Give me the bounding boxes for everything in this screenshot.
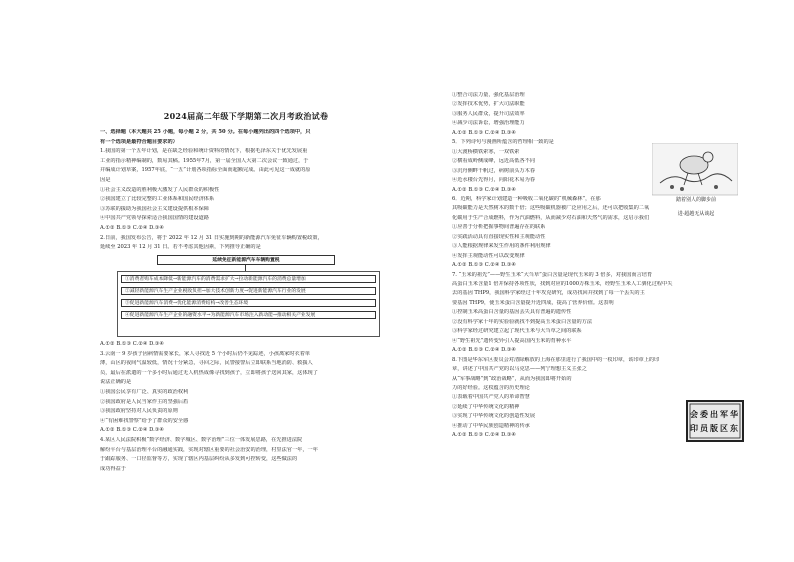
text-line: A.①② B.①③ C.②④ D.③④ xyxy=(452,262,517,269)
flow-item-3: ③促进新能源汽车消费→优化能源消费结构→改善生态环境 xyxy=(121,299,376,307)
text-line: 延续至 2023 年 12 月 31 日。若不考虑其他因素，下列推导正确的是 xyxy=(100,244,261,251)
text-line: A.①② B.①③ C.②④ D.③④ xyxy=(100,427,165,434)
seal-char: 印 xyxy=(690,423,698,433)
text-line: 6．近期，科学家计划建造一种吸收二氧化碳的“机械森林”，在那 xyxy=(452,195,601,202)
text-line: ②我国政府是人民当家作主的坚强后盾 xyxy=(100,398,189,405)
text-line: 4.某区人民法院积极“数字经济、数字城区、数字治理”三位一体发展思路，在先推进法院 xyxy=(100,437,303,443)
text-line: ②横看成岭侧成峰，远近高低各不同 xyxy=(452,158,536,165)
text-line: A.①② B.①③ C.②④ D.③④ xyxy=(452,186,517,193)
text-line: 有一个选项是最符合题目要求的） xyxy=(100,138,178,145)
text-line: ③苏联的援助为我国社会主义建设提供根本保障 xyxy=(100,205,209,212)
text-line: ③沉舟侧畔千帆过，病树前头万木春 xyxy=(452,167,536,174)
flow-top-box: 延续免征新能源汽车车辆购置税 xyxy=(157,255,335,265)
text-line: A.①② B.①③ C.②④ D.③④ xyxy=(100,341,165,347)
text-line: A.①② B.①③ C.②④ D.③④ xyxy=(452,129,517,136)
seal-char: 出 xyxy=(710,409,718,419)
text-line: A.①② B.①③ C.②④ D.③④ xyxy=(452,347,517,354)
text-line: 解纷平台与基层治理平台的融通实践，实现对辖区重要的社会治安的治理，村里法官一年，一年 xyxy=(100,446,318,453)
text-line: ④“有困难找警察”给予了群众的安全感 xyxy=(100,417,189,424)
text-line: ③我国政府坚持对人民负责的原则 xyxy=(100,408,178,415)
cartoon-caption-2: 进·超越无从谈起 xyxy=(677,211,715,217)
text-line: ④“野生祖先”遗传变异引人提高国内玉米的育种水平 xyxy=(452,337,572,344)
text-line: ①控制玉米高蛋白含量的基因丢失具有普遍的遗传性 xyxy=(452,309,572,316)
seal-char: 东 xyxy=(730,423,738,433)
text-line: ①应善于分析把握事物间普遍存在的联系 xyxy=(452,224,546,231)
seal-char: 华 xyxy=(730,409,738,419)
exam-title: 2024届高二年级下学期第二次月考政治试卷 xyxy=(163,111,329,121)
seal-char: 区 xyxy=(720,423,728,433)
text-line: ④发挥主观能动性可以改变规律 xyxy=(452,252,525,259)
text-line: ④近水楼台先得月，向阳花木易为春 xyxy=(452,177,536,184)
seal-stamp-image xyxy=(686,400,744,442)
text-line: ④中国共产党领导探索适合我国国情的建设道路 xyxy=(100,215,209,222)
text-line: 说法正确的是 xyxy=(100,379,132,386)
text-line: ④推动了中华民族创造精神的传承 xyxy=(452,422,530,429)
text-line: 8.下图是华东军区委员会对清除解放的上海在那里进行了我国中的一枚印章，该印章上的印 xyxy=(452,356,660,363)
text-line: ①我国公民享有广泛、真实的政治权利 xyxy=(100,389,189,395)
seal-char: 军 xyxy=(720,409,728,419)
text-line: A.①② B.①③ C.②④ D.③④ xyxy=(100,225,165,231)
text-line: 薄，山区的夜间气温较低，情况十分紧急，寻回之际，民警接警后立即联系当地消防、救援人 xyxy=(100,360,313,367)
text-line: 因是 xyxy=(100,177,111,183)
text-line: 并编成计划草案，1957年底，“一五”计划各项指标全面而超额完成。由此可见这一成就的原 xyxy=(100,167,311,174)
text-line: ③人能根据规律来发生作用的条件利用规律 xyxy=(452,243,551,250)
text-line: 于跟踪服务、一口径监督等方，实现了辖区内基层纠纷从多发到可控转变，这些做法的 xyxy=(100,456,298,463)
text-line: ②发挥技术优势，扩大司法职能 xyxy=(452,101,525,108)
seal-char: 版 xyxy=(710,423,718,433)
text-line: 去的基因 THP9，我国科学家经过十年攻克研究，成功找回并找到了每一个丢失的主 xyxy=(452,290,645,297)
text-line: 员，最后在派遣的一个多小时后通过无人机热成像寻找到孩子，立即将孩子送回其家，这体现了 xyxy=(100,369,318,376)
text-line: 1.我国的第一个五年计划，是在缺乏经验和统计资料的情况下，根据毛泽东关于优先发展重 xyxy=(100,148,308,155)
text-line: 5．下列诗句与漫画所蕴含的哲理相一致的是 xyxy=(452,139,554,146)
text-line: 其吸碳能力是天然树木的数千倍；这些吸碳机器被广泛应用之后，还可以把收集的二氧 xyxy=(452,205,650,212)
text-line: ①表载着中国共产党人的革命智慧 xyxy=(452,394,530,401)
text-line: ③实现了中华传统文化的创造性发展 xyxy=(452,413,536,420)
text-line: ②我国建立了比较完整的工业体系和国民经济体系 xyxy=(100,196,215,203)
text-line: 一、选择题（本大题共 25 小题，每小题 2 分，共 50 分。在每小题列出的四个选项中，只 xyxy=(100,129,311,135)
text-line: 工业的指示精神编制的，数易其稿。1955年7月，第一届全国人大第二次会议一致通过，于 xyxy=(100,157,309,164)
text-line: 化碳用于生产合成燃料，作为汽油燃料，从而减少对石油和天然气的需求，这启示我们 xyxy=(452,214,650,221)
text-line: ②实践活动具有直接现实性和主观能动性 xyxy=(452,233,546,240)
text-line: 要基因 THP9，使玉米蛋白含量提升近四成，提高了营养价值。这表明 xyxy=(452,299,614,306)
text-line: ①整合司法力量，强化基层治理 xyxy=(452,92,525,98)
flow-item-4: ④促进新能源汽车生产企业的融资水平→为新能源汽车市场注入新动能→推动相关产业发展 xyxy=(121,311,376,319)
text-line: ②没有科学家十年的实验验就找不到提高玉米蛋白含量的方法 xyxy=(452,318,593,325)
text-line: ③科学家经过研究建立起了现代玉米与大刍草之间的联系 xyxy=(452,328,582,335)
text-line: 2.日前，我国发布公告，将于 2022 年 12 月 31 日实施到期的新能源汽车免征车辆购置税政策， xyxy=(100,234,323,241)
text-line: ③服务人民群众，提升司法效率 xyxy=(452,110,525,117)
text-line: 3.云南一 9 岁孩子因病情需要家长，家人寻找近 5 个小时后仍不见踪迹，小孩离家时衣着单 xyxy=(100,350,311,357)
text-line: A.①② B.①③ C.②④ D.③④ xyxy=(452,432,517,439)
seal-char: 委 xyxy=(700,409,708,419)
text-line: ①大渡桥横铁索寒，一双铁索 xyxy=(452,148,520,155)
text-line: 高蛋白玉米含量1 倍并保持各项性状，找到对应的1000万株玉米，经野生玉米人工驯化过程中失 xyxy=(452,281,673,287)
text-line: ④减少司法诉讼，增强治理能力 xyxy=(452,120,525,127)
text-line: ②延续了中华传统文化的精神 xyxy=(452,403,520,410)
text-line: 力的好经验。这枚蕴含的历史理论 xyxy=(452,384,530,391)
flow-item-1: ①消费者购车成本降低→新能源汽车的消费需求扩大→拉动新能源汽车的消费总量增加 xyxy=(121,275,376,283)
text-line: 章，讲述了中国共产党的以马克思——列宁理想主义主张之 xyxy=(452,366,587,373)
seal-char: 会 xyxy=(690,409,698,419)
cartoon-caption: 踏着别人的脚步前 xyxy=(675,197,716,203)
text-line: 7. “玉米的祖先”——野生玉米“大刍草”蛋白含量是现代玉米的 3 倍多，对我国而言培育 xyxy=(452,271,653,278)
flow-item-2: ②减轻新能源汽车生产企业税收负担→加大技术创新力度→促进新能源汽车行业的发展 xyxy=(121,287,376,295)
text-line: ①社会主义改造的胜利极大激发了人民群众的积极性 xyxy=(100,186,220,193)
seal-char: 员 xyxy=(700,423,708,433)
text-line: 从“军事战略”到“政治战略”，从而为我国即将开始的 xyxy=(452,375,572,382)
text-line: 成功得益于 xyxy=(100,465,126,472)
